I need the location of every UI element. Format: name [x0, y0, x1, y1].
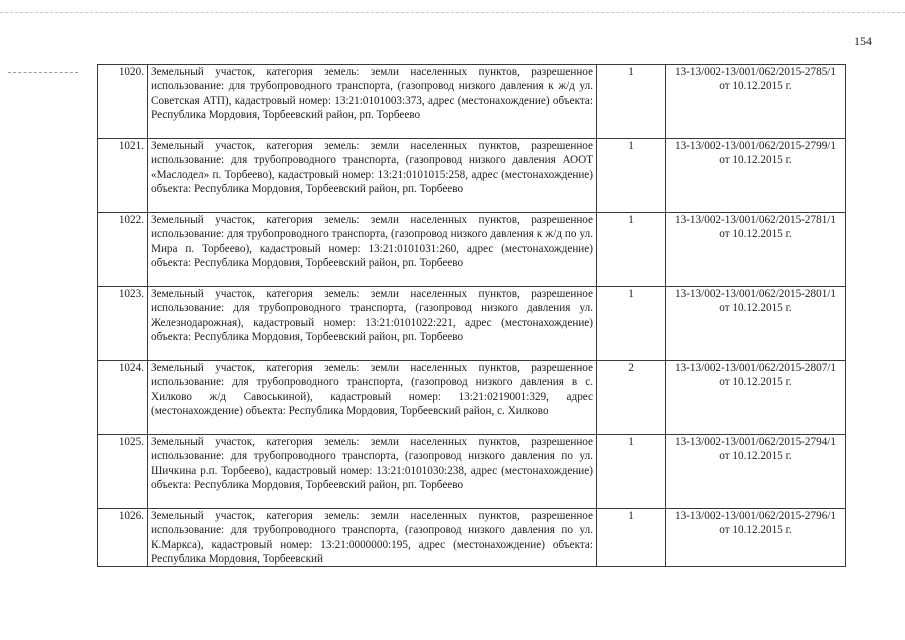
row-registration: 13-13/002-13/001/062/2015-2799/1 от 10.12.2015 г. [666, 139, 846, 213]
row-description: Земельный участок, категория земель: земли населенных пунктов, разрешенное использование: для трубопроводного транспорта, (газопровод низкого давления ул. Железнодарожная), кадастровый номер: 13:21:0101022:221, адрес (местонахождение) объекта: Республика Мордовия, Торбеевский район, рп. Торбеево [148, 287, 597, 361]
table-row [98, 65, 846, 139]
row-number: 1025. [98, 435, 148, 509]
page-number: 154 [854, 34, 872, 48]
row-number: 1021. [98, 139, 148, 213]
table-row [98, 435, 846, 509]
table-row [98, 361, 846, 435]
row-quantity: 1 [597, 509, 666, 567]
row-registration: 13-13/002-13/001/062/2015-2796/1 от 10.12.2015 г. [666, 509, 846, 567]
row-number: 1020. [98, 65, 148, 139]
row-description: Земельный участок, категория земель: земли населенных пунктов, разрешенное использование: для трубопроводного транспорта, (газопровод низкого давления по ул. К.Маркса), кадастровый номер: 13:21:0000000:195, адрес (местонахождение) объекта: Республика Мордовия, Торбеевский [148, 509, 597, 567]
row-registration: 13-13/002-13/001/062/2015-2785/1 от 10.12.2015 г. [666, 65, 846, 139]
row-registration: 13-13/002-13/001/062/2015-2801/1 от 10.12.2015 г. [666, 287, 846, 361]
table-row [98, 139, 846, 213]
row-number: 1022. [98, 213, 148, 287]
row-number: 1023. [98, 287, 148, 361]
row-quantity: 1 [597, 139, 666, 213]
registry-table [97, 64, 846, 567]
row-quantity: 1 [597, 65, 666, 139]
row-description: Земельный участок, категория земель: земли населенных пунктов, разрешенное использование: для трубопроводного транспорта, (газопровод низкого давления АООТ «Маслодел» п. Торбеево), кадастровый номер: 13:21:0101015:258, адрес (местонахождение) объекта: Республика Мордовия, Торбеевский район, рп. Торбеево [148, 139, 597, 213]
table-row [98, 509, 846, 567]
row-quantity: 1 [597, 435, 666, 509]
row-registration: 13-13/002-13/001/062/2015-2794/1 от 10.12.2015 г. [666, 435, 846, 509]
row-description: Земельный участок, категория земель: земли населенных пунктов, разрешенное использование: для трубопроводного транспорта, (газопровод низкого давления по ул. Шичкина р.п. Торбеево), кадастровый номер: 13:21:0101030:238, адрес (местонахождение) объекта: Республика Мордовия, Торбеевский район, рп. Торбеево [148, 435, 597, 509]
table-row [98, 213, 846, 287]
row-description: Земельный участок, категория земель: земли населенных пунктов, разрешенное использование: для трубопроводного транспорта, (газопровод низкого давления к ж/д ул. Советская АТП), кадастровый номер: 13:21:0101003:373, адрес (местонахождение) объекта: Республика Мордовия, Торбеевский район, рп. Торбеево [148, 65, 597, 139]
margin-mark [8, 72, 78, 75]
row-description: Земельный участок, категория земель: земли населенных пунктов, разрешенное использование: для трубопроводного транспорта, (газопровод низкого давления к ж/д по ул. Мира п. Торбеево), кадастровый номер: 13:21:0101031:260, адрес (местонахождение) объекта: Республика Мордовия, Торбеевский район, рп. Торбеево [148, 213, 597, 287]
row-registration: 13-13/002-13/001/062/2015-2781/1 от 10.12.2015 г. [666, 213, 846, 287]
row-description: Земельный участок, категория земель: земли населенных пунктов, разрешенное использование: для трубопроводного транспорта, (газопровод низкого давления в с. Хилково ж/д Савоськиной), кадастровый номер: 13:21:0219001:329, адрес (местонахождение) объекта: Республика Мордовия, Торбеевский район, с. Хилково [148, 361, 597, 435]
table-row [98, 287, 846, 361]
row-quantity: 1 [597, 287, 666, 361]
row-quantity: 1 [597, 213, 666, 287]
row-quantity: 2 [597, 361, 666, 435]
row-number: 1026. [98, 509, 148, 567]
row-registration: 13-13/002-13/001/062/2015-2807/1 от 10.12.2015 г. [666, 361, 846, 435]
scan-edge [0, 12, 905, 17]
row-number: 1024. [98, 361, 148, 435]
